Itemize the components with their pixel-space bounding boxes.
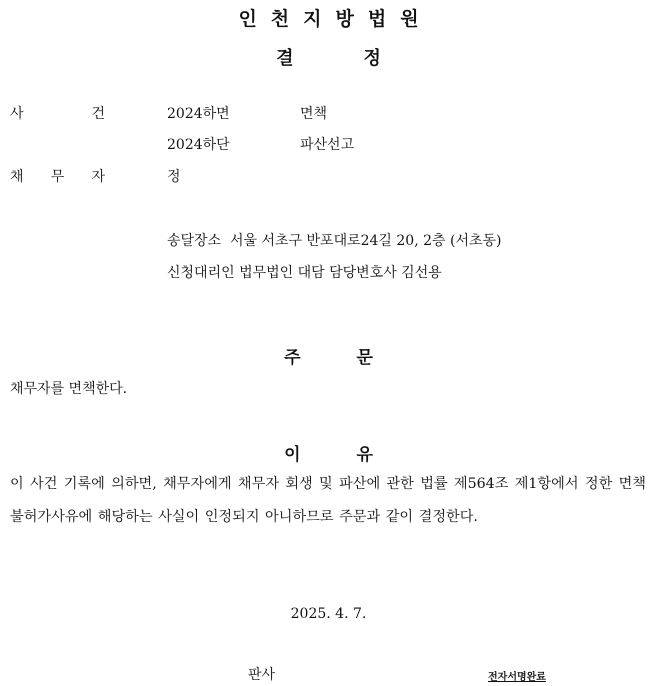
document-type: 결정 — [276, 48, 451, 69]
reason-text: 이 사건 기록에 의하면, 채무자에게 채무자 회생 및 파산에 관한 법률 제564조 제1항에서 정한 면책불허가사유에 해당하는 사실이 인정되지 아니하므로 주문과 같이 결정한다. — [10, 476, 646, 525]
debtor-label: 채 무 자 — [10, 169, 105, 185]
case-number-1: 2024하면 — [167, 106, 230, 122]
debtor-name: 정 — [167, 169, 181, 185]
court-name: 인천지방법원 — [238, 8, 433, 30]
case-title-2: 파산선고 — [300, 137, 355, 153]
case-number-2: 2024하단 — [167, 137, 230, 153]
debtor-address: 송달장소 서울 서초구 반포대로24길 20, 2층 (서초동) — [167, 233, 502, 249]
case-label: 사 건 — [10, 106, 105, 122]
electronic-signature: 전자서명완료 — [488, 672, 546, 683]
case-title-1: 면책 — [300, 106, 328, 122]
reason-heading: 이유 — [284, 445, 429, 465]
debtor-agent: 신청대리인 법무법인 대담 담당변호사 김선용 — [167, 265, 442, 281]
decision-date: 2025. 4. 7. — [290, 606, 367, 622]
order-heading: 주문 — [284, 348, 429, 368]
order-text: 채무자를 면책한다. — [10, 381, 128, 397]
judge-title: 판사 — [248, 667, 276, 683]
